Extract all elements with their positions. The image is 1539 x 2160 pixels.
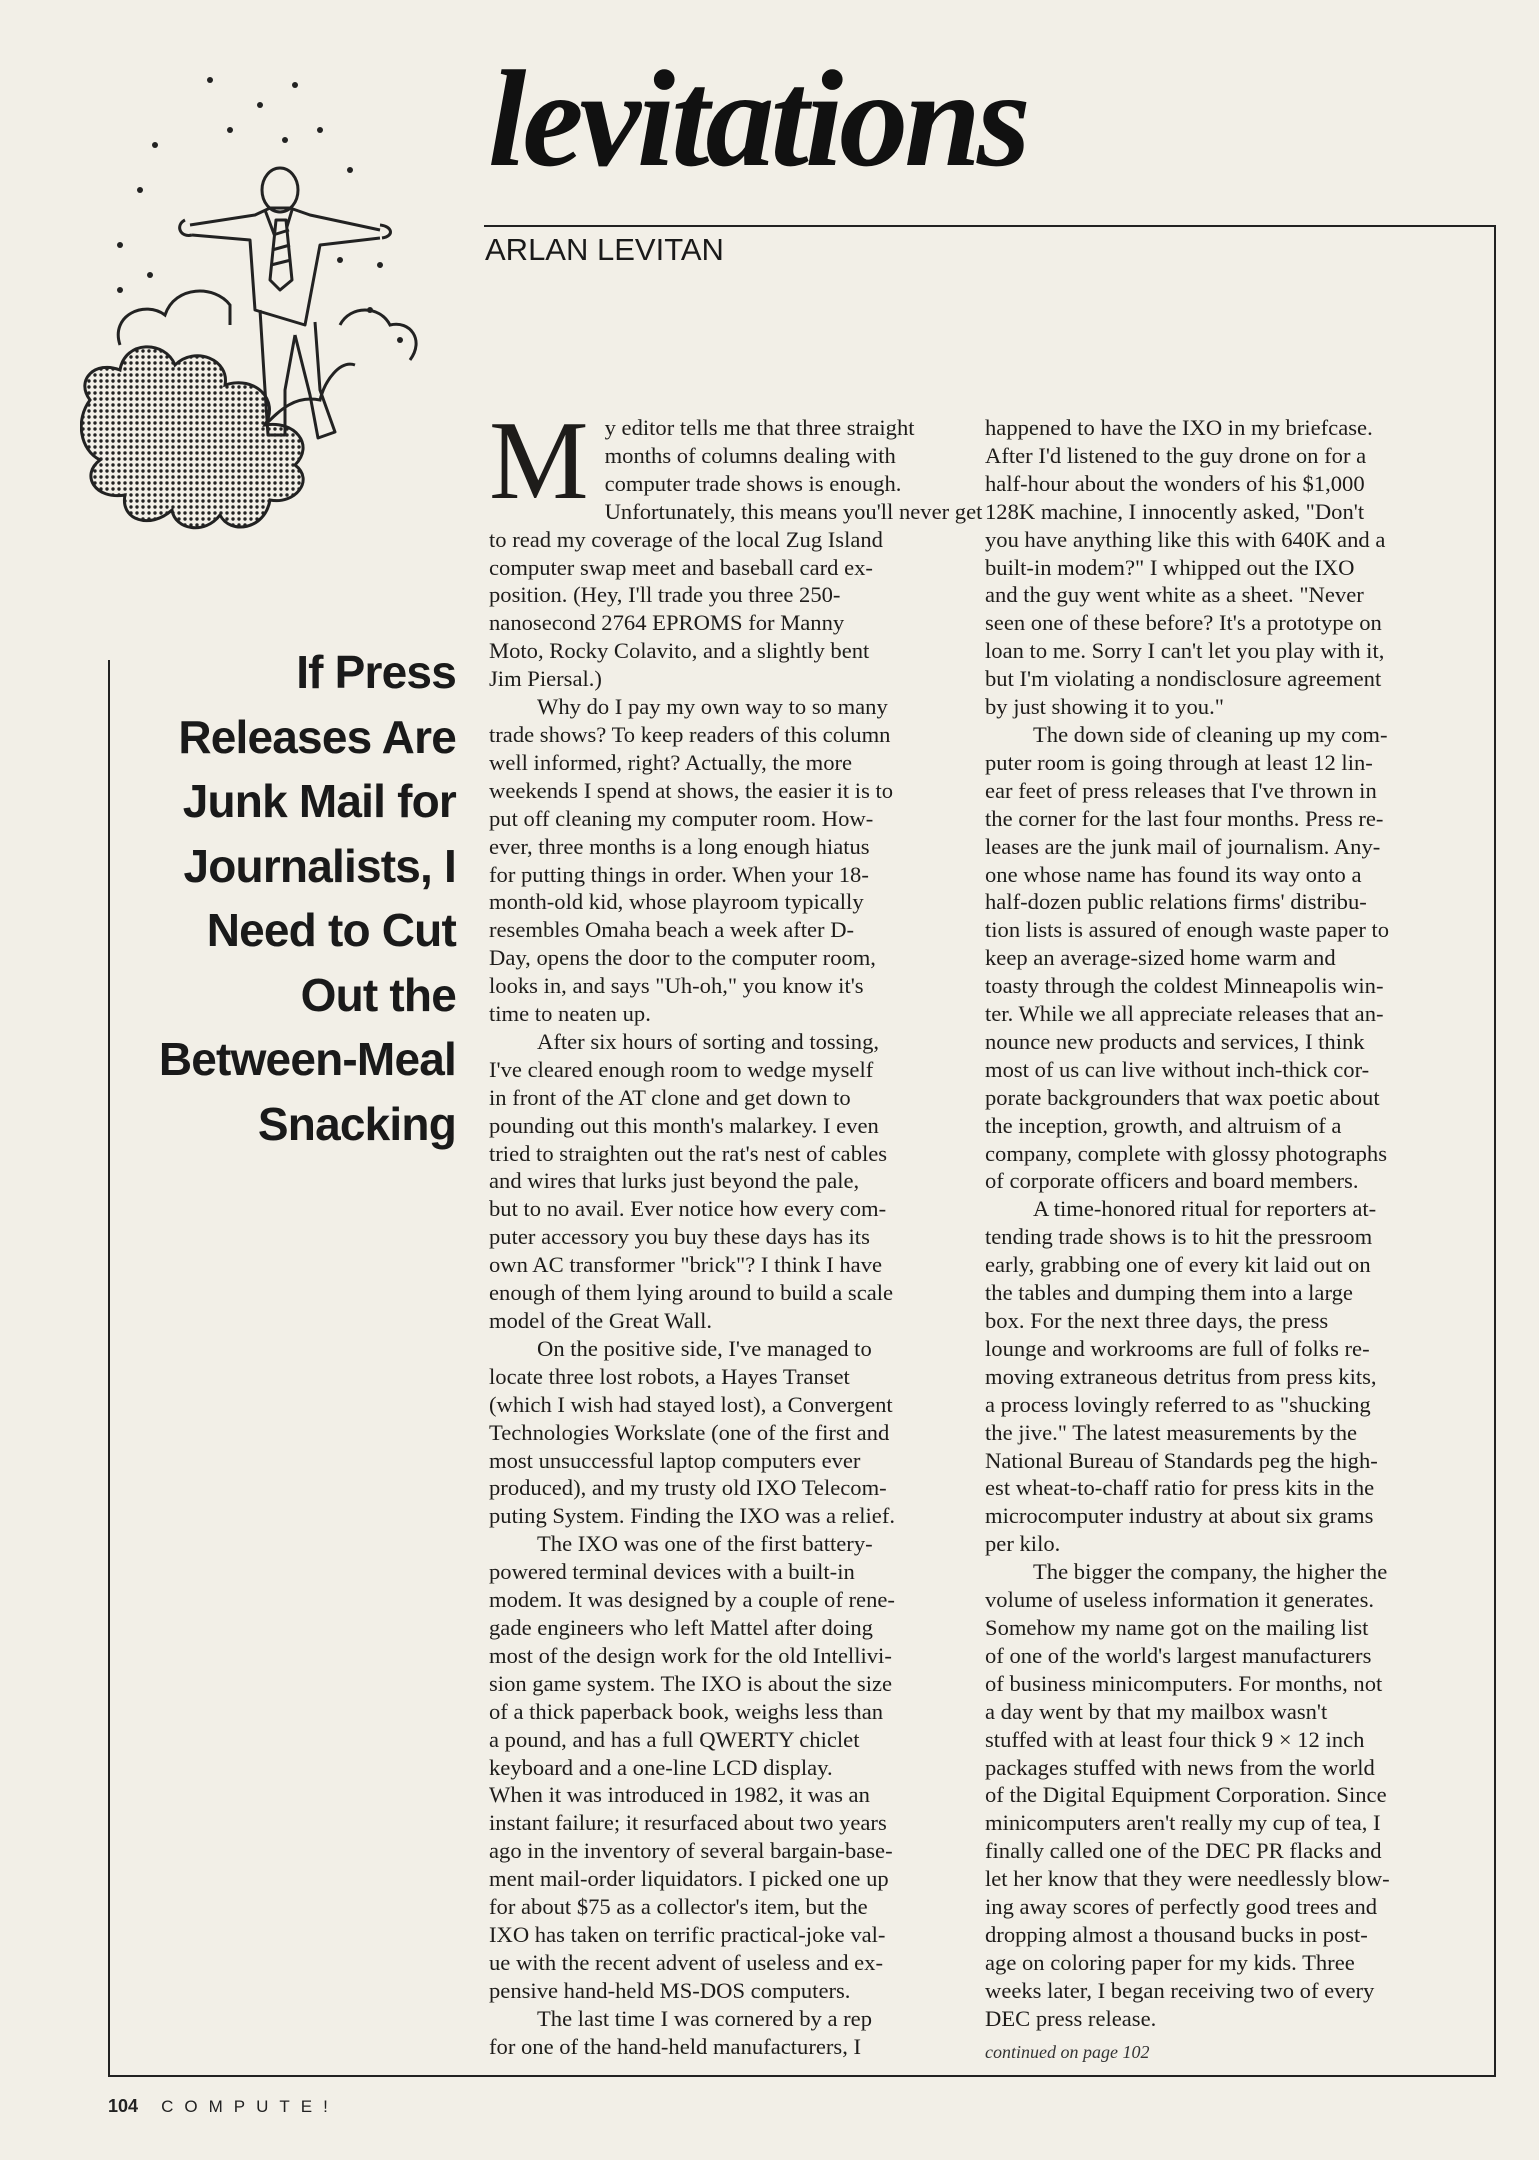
text-line: ago in the inventory of several bargain-base- — [489, 1838, 893, 1864]
text-line: for putting things in order. When your 18- — [489, 861, 869, 887]
headline-line: Snacking — [257, 1097, 456, 1150]
text-line: locate three lost robots, a Hayes Transet — [489, 1363, 850, 1389]
text-line: tending trade shows is to hit the pressroom — [985, 1224, 1373, 1250]
text-line: On the positive side, I've managed to — [537, 1335, 872, 1361]
text-line: enough of them lying around to build a scale — [489, 1280, 894, 1306]
text-line: Moto, Rocky Colavito, and a slightly bent — [489, 638, 870, 664]
text-line: ear feet of press releases that I've thrown in — [985, 777, 1377, 803]
text-line: keyboard and a one-line LCD display. — [489, 1754, 833, 1780]
text-line: ment mail-order liquidators. I picked one up — [489, 1866, 889, 1892]
text-line: produced), and my trusty old IXO Telecom- — [489, 1475, 887, 1501]
text-line: leases are the junk mail of journalism. Any- — [985, 833, 1381, 859]
text-line: half-dozen public relations firms' distribu- — [985, 889, 1367, 915]
text-line: weekends I spend at shows, the easier it is to — [489, 777, 894, 803]
text-line: stuffed with at least four thick 9 × 12 inch — [985, 1726, 1365, 1752]
text-line: ever, three months is a long enough hiatus — [489, 833, 870, 859]
paragraph — [985, 414, 1465, 721]
text-line: months of columns dealing with — [604, 442, 896, 468]
text-line: the tables and dumping them into a large — [985, 1280, 1353, 1306]
text-line: toasty through the coldest Minneapolis win- — [985, 973, 1384, 999]
text-line: minicomputers aren't really my cup of tea, I — [985, 1810, 1381, 1836]
text-line: puter accessory you buy these days has its — [489, 1224, 870, 1250]
text-line: built-in modem?" I whipped out the IXO — [985, 554, 1355, 580]
text-line: of business minicomputers. For months, not — [985, 1670, 1383, 1696]
headline-line: Junk Mail for — [182, 775, 456, 827]
text-line: most of us can live without inch-thick cor- — [985, 1056, 1370, 1082]
text-line: of the Digital Equipment Corporation. Since — [985, 1782, 1387, 1808]
text-line: loan to me. Sorry I can't let you play with it, — [985, 638, 1385, 664]
text-line: pounding out this month's malarkey. I even — [489, 1112, 879, 1138]
text-line: pensive hand-held MS-DOS computers. — [489, 1977, 851, 2003]
text-line: After six hours of sorting and tossing, — [537, 1028, 880, 1054]
text-line: DEC press release. — [985, 2005, 1157, 2031]
frame-right-rule — [1494, 225, 1496, 2077]
paragraph — [985, 721, 1465, 1195]
text-line: seen one of these before? It's a prototype on — [985, 610, 1382, 636]
text-line: nanosecond 2764 EPROMS for Manny — [489, 610, 845, 636]
text-line: The IXO was one of the first battery- — [537, 1531, 873, 1557]
text-line: volume of useless information it generates. — [985, 1587, 1375, 1613]
text-line: half-hour about the wonders of his $1,000 — [985, 470, 1365, 496]
paragraph — [489, 2005, 961, 2061]
text-line: y editor tells me that three straight — [604, 415, 915, 440]
text-line: After I'd listened to the guy drone on for a — [985, 442, 1367, 468]
column-title: levitations — [488, 42, 1027, 195]
text-line: a process lovingly referred to as "shucking — [985, 1391, 1371, 1417]
text-line: put off cleaning my computer room. How- — [489, 805, 874, 831]
author-byline: ARLAN LEVITAN — [485, 232, 724, 267]
text-line: I've cleared enough room to wedge myself — [489, 1056, 874, 1082]
text-line: a day went by that my mailbox wasn't — [985, 1698, 1328, 1724]
magazine-name: COMPUTE! — [161, 2097, 339, 2116]
page-number: 104 — [108, 2096, 139, 2116]
text-line: of one of the world's largest manufacturers — [985, 1642, 1372, 1668]
text-line: and the guy went white as a sheet. "Never — [985, 582, 1364, 608]
text-line: of corporate officers and board members. — [985, 1168, 1359, 1194]
text-line: IXO has taken on terrific practical-joke val- — [489, 1921, 886, 1947]
article-headline — [118, 640, 456, 1156]
text-line: The last time I was cornered by a rep — [537, 2005, 873, 2031]
continued-note: continued on page 102 — [985, 2041, 1150, 2062]
text-line: one whose name has found its way onto a — [985, 861, 1362, 887]
text-line: Day, opens the door to the computer room, — [489, 945, 876, 971]
text-line: Unfortunately, this means you'll never get — [604, 498, 983, 524]
text-line: position. (Hey, I'll trade you three 250- — [489, 582, 841, 608]
text-line: resembles Omaha beach a week after D- — [489, 917, 855, 943]
text-line: ing away scores of perfectly good trees and — [985, 1894, 1378, 1920]
page-footer — [108, 2096, 339, 2117]
text-line: company, complete with glossy photographs — [985, 1140, 1388, 1166]
text-line: well informed, right? Actually, the more — [489, 749, 853, 775]
text-line: ter. While we all appreciate releases that an- — [985, 1001, 1384, 1027]
text-line: but to no avail. Ever notice how every com- — [489, 1196, 887, 1222]
paragraph — [489, 693, 961, 1028]
text-line: A time-honored ritual for reporters at- — [1033, 1196, 1377, 1222]
body-column-2 — [985, 414, 1465, 2066]
text-line: modem. It was designed by a couple of rene- — [489, 1587, 895, 1613]
text-line: the jive." The latest measurements by the — [985, 1419, 1358, 1445]
text-line: per kilo. — [985, 1531, 1061, 1557]
paragraph — [985, 1558, 1465, 2032]
text-line: packages stuffed with news from the world — [985, 1754, 1375, 1780]
text-line: by just showing it to you." — [985, 694, 1224, 720]
text-line: a pound, and has a full QWERTY chiclet — [489, 1726, 860, 1752]
text-line: porate backgrounders that wax poetic about — [985, 1084, 1380, 1110]
text-line: tion lists is assured of enough waste paper to — [985, 917, 1390, 943]
headline-line: Releases Are — [178, 710, 456, 763]
text-line: the inception, growth, and altruism of a — [985, 1112, 1342, 1138]
text-line: Technologies Workslate (one of the first and — [489, 1419, 890, 1445]
headline-line: Need to Cut — [206, 904, 456, 956]
text-line: finally called one of the DEC PR flacks and — [985, 1838, 1382, 1864]
headline-line: If Press — [296, 646, 456, 698]
levitating-man-illustration — [80, 60, 480, 580]
text-line: Somehow my name got on the mailing list — [985, 1614, 1369, 1640]
text-line: own AC transformer "brick"? I think I have — [489, 1252, 883, 1278]
text-line: tried to straighten out the rat's nest of cables — [489, 1140, 888, 1166]
text-line: for one of the hand-held manufacturers, I — [489, 2033, 862, 2059]
paragraph — [489, 1335, 961, 1530]
text-line: trade shows? To keep readers of this column — [489, 721, 891, 747]
text-line: The down side of cleaning up my com- — [1033, 721, 1388, 747]
text-line: and wires that lurks just beyond the pale, — [489, 1168, 860, 1194]
text-line: early, grabbing one of every kit laid out on — [985, 1252, 1371, 1278]
frame-left-rule — [108, 660, 110, 2077]
text-line: puting System. Finding the IXO was a relief. — [489, 1503, 896, 1529]
text-line: lounge and workrooms are full of folks re- — [985, 1335, 1370, 1361]
text-line: ue with the recent advent of useless and ex- — [489, 1949, 883, 1975]
text-line: Why do I pay my own way to so many — [537, 694, 888, 720]
text-line: for about $75 as a collector's item, but the — [489, 1894, 868, 1920]
text-line: National Bureau of Standards peg the high- — [985, 1447, 1378, 1473]
text-line: gade engineers who left Mattel after doing — [489, 1614, 873, 1640]
text-line: The bigger the company, the higher the — [1033, 1559, 1388, 1585]
text-line: dropping almost a thousand bucks in post- — [985, 1921, 1368, 1947]
paragraph — [489, 1530, 961, 2004]
text-line: to read my coverage of the local Zug Island — [489, 526, 883, 552]
text-line: (which I wish had stayed lost), a Convergent — [489, 1391, 893, 1417]
text-line: nounce new products and services, I think — [985, 1028, 1365, 1054]
text-line: est wheat-to-chaff ratio for press kits in the — [985, 1475, 1375, 1501]
text-line: computer trade shows is enough. — [604, 470, 902, 496]
text-line: most of the design work for the old Intellivi- — [489, 1642, 892, 1668]
text-line: looks in, and says "Uh-oh," you know it's — [489, 973, 864, 999]
text-line: let her know that they were needlessly blow- — [985, 1866, 1390, 1892]
text-line: age on coloring paper for my kids. Three — [985, 1949, 1355, 1975]
text-line: of a thick paperback book, weighs less than — [489, 1698, 884, 1724]
drop-cap: M — [489, 399, 589, 523]
text-line: but I'm violating a nondisclosure agreement — [985, 666, 1382, 692]
paragraph — [489, 1028, 961, 1335]
text-line: sion game system. The IXO is about the size — [489, 1670, 893, 1696]
text-line: box. For the next three days, the press — [985, 1308, 1329, 1333]
paragraph — [985, 1195, 1465, 1558]
text-line: the corner for the last four months. Press re- — [985, 805, 1384, 831]
text-line: keep an average-sized home warm and — [985, 945, 1336, 971]
text-line: happened to have the IXO in my briefcase. — [985, 415, 1373, 440]
text-line: moving extraneous detritus from press kits, — [985, 1363, 1377, 1389]
text-line: puter room is going through at least 12 lin- — [985, 749, 1373, 775]
frame-top-rule — [484, 225, 1496, 227]
text-line: Jim Piersal.) — [489, 666, 602, 692]
text-line: most unsuccessful laptop computers ever — [489, 1447, 861, 1473]
text-line: When it was introduced in 1982, it was an — [489, 1782, 870, 1808]
text-line: you have anything like this with 640K and a — [985, 526, 1386, 552]
text-line: time to neaten up. — [489, 1001, 651, 1027]
body-column-1 — [489, 399, 983, 2060]
headline-line: Between-Meal — [158, 1033, 456, 1085]
text-line: weeks later, I began receiving two of every — [985, 1977, 1375, 2003]
text-line: 128K machine, I innocently asked, "Don't — [985, 498, 1365, 524]
text-line: microcomputer industry at about six grams — [985, 1503, 1374, 1529]
headline-line: Journalists, I — [183, 839, 456, 892]
text-line: instant failure; it resurfaced about two years — [489, 1810, 887, 1836]
text-line: model of the Great Wall. — [489, 1308, 713, 1333]
text-line: month-old kid, whose playroom typically — [489, 889, 864, 915]
text-line: in front of the AT clone and get down to — [489, 1084, 851, 1110]
text-line: computer swap meet and baseball card ex- — [489, 554, 873, 580]
headline-line: Out the — [300, 968, 456, 1021]
text-line: powered terminal devices with a built-in — [489, 1559, 855, 1585]
frame-bottom-rule — [108, 2075, 1496, 2077]
